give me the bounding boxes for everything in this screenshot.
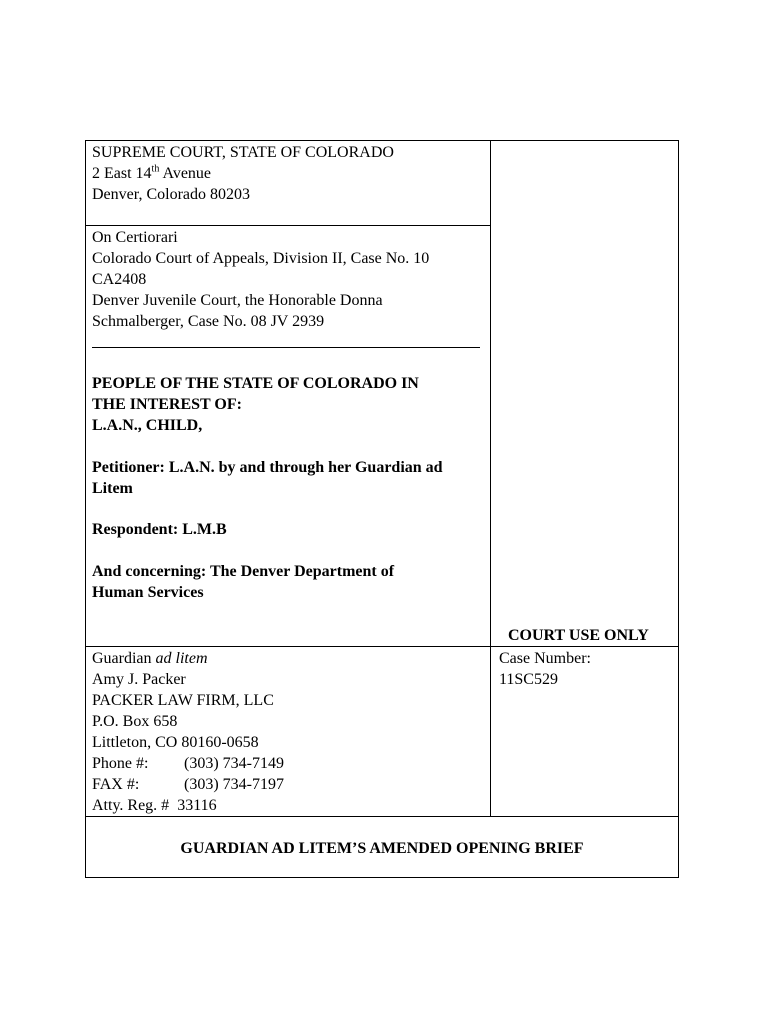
court-name: SUPREME COURT, STATE OF COLORADO: [92, 144, 394, 161]
court-address: 2 East 14th Avenue: [92, 163, 212, 182]
respondent-line: Respondent: L.M.B: [92, 521, 227, 538]
appeals-case-line: CA2408: [92, 271, 147, 288]
concerning-block: [92, 561, 394, 603]
petitioner-line-2: Litem: [92, 480, 133, 497]
title-section-divider: [85, 816, 679, 817]
respondent-block: [92, 519, 227, 540]
lower-court-underline: [92, 347, 480, 348]
attorney-firm: PACKER LAW FIRM, LLC: [92, 692, 274, 709]
parties-block: [92, 373, 419, 436]
concerning-line-2: Human Services: [92, 584, 204, 601]
petitioner-line-1: Petitioner: L.A.N. by and through her Guardian ad: [92, 459, 443, 476]
petitioner-block: [92, 457, 443, 499]
attorney-fax: FAX #: (303) 734-7197: [92, 776, 284, 793]
juvenile-court-line: Denver Juvenile Court, the Honorable Donna: [92, 292, 383, 309]
concerning-line-1: And concerning: The Denver Department of: [92, 563, 395, 580]
attorney-phone: Phone #: (303) 734-7149: [92, 755, 284, 772]
attorney-reg: Atty. Reg. # 33116: [92, 797, 217, 814]
column-divider: [490, 140, 491, 816]
attorney-section-divider: [85, 646, 679, 647]
attorney-po-box: P.O. Box 658: [92, 713, 178, 730]
attorney-name: Amy J. Packer: [92, 671, 186, 688]
parties-title-3: L.A.N., CHILD,: [92, 417, 203, 434]
court-block: [92, 142, 394, 205]
court-section-divider: [85, 225, 490, 226]
court-city: Denver, Colorado 80203: [92, 186, 250, 203]
document-title: GUARDIAN AD LITEM’S AMENDED OPENING BRIEF: [180, 840, 584, 857]
attorney-role: Guardian ad litem: [92, 650, 208, 667]
juvenile-case-line: Schmalberger, Case No. 08 JV 2939: [92, 313, 325, 330]
certiorari-line: On Certiorari: [92, 229, 178, 246]
attorney-city: Littleton, CO 80160-0658: [92, 734, 259, 751]
parties-title-2: THE INTEREST OF:: [92, 396, 242, 413]
case-number-block: [499, 648, 591, 690]
attorney-block: [92, 648, 284, 816]
case-number-value: 11SC529: [499, 671, 558, 688]
court-use-label: COURT USE ONLY: [508, 627, 649, 644]
parties-title-1: PEOPLE OF THE STATE OF COLORADO IN: [92, 375, 419, 392]
lower-court-block: [92, 227, 429, 332]
appeals-line: Colorado Court of Appeals, Division II, Case No. 10: [92, 250, 430, 267]
case-number-label: Case Number:: [499, 650, 591, 667]
